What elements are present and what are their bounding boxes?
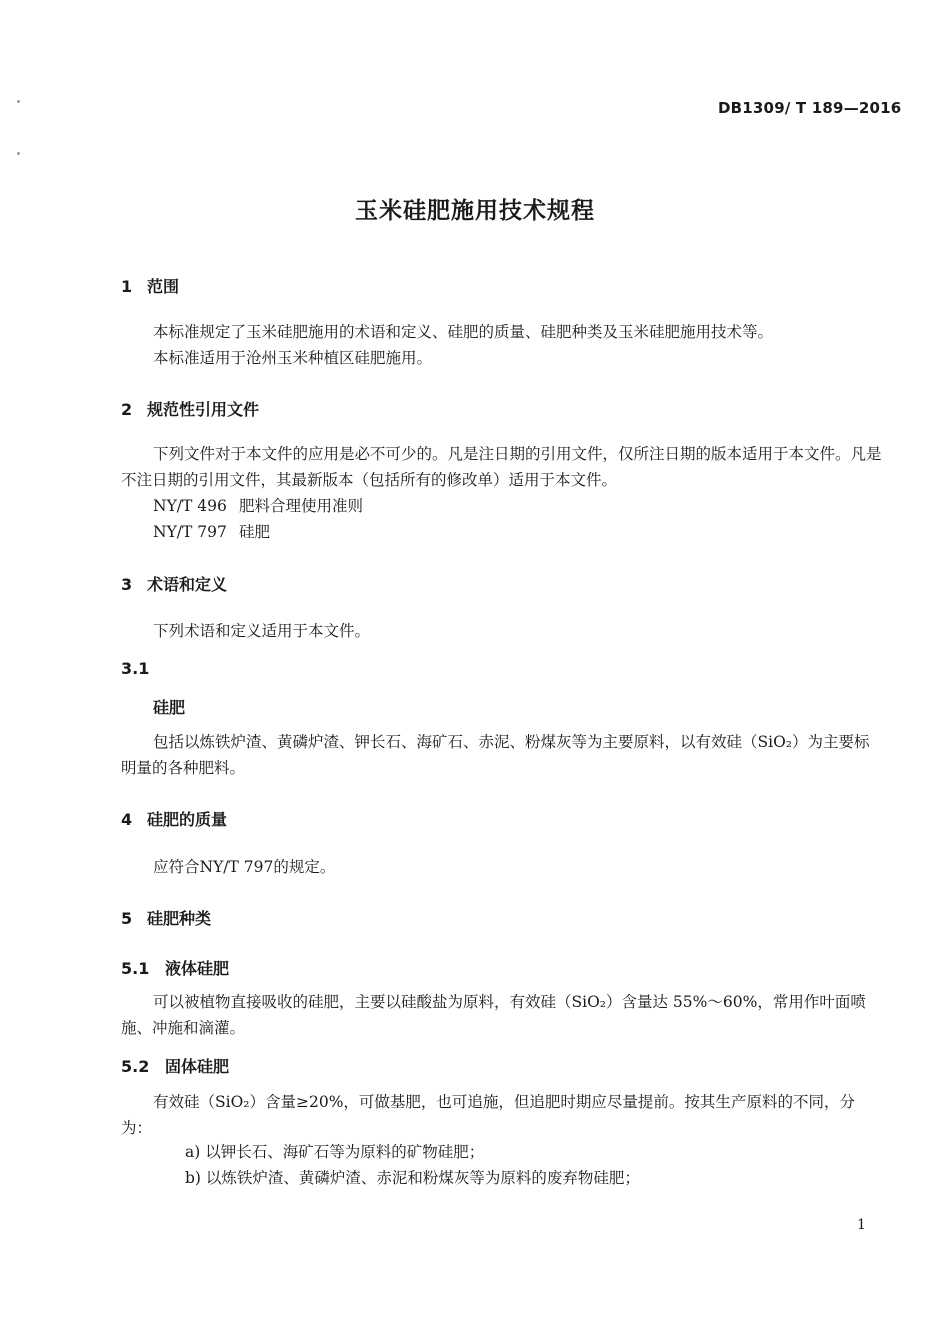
section-title: 规范性引用文件	[147, 400, 260, 419]
subsection-number: 5.1	[121, 959, 150, 978]
standard-code: DB1309/ T 189—2016	[718, 99, 902, 117]
section-heading-4	[121, 807, 227, 830]
subsection-title: 液体硅肥	[165, 959, 230, 978]
section-number: 1	[121, 277, 133, 296]
scan-speck	[17, 152, 20, 155]
scan-speck	[17, 100, 20, 103]
reference-item	[153, 520, 270, 542]
list-marker: b)	[185, 1169, 201, 1187]
reference-name: 硅肥	[239, 523, 271, 541]
section-number: 5	[121, 909, 133, 928]
list-item	[185, 1140, 484, 1162]
section-number: 2	[121, 400, 133, 419]
subsection-heading-5-1	[121, 956, 229, 979]
section-heading-5	[121, 906, 211, 929]
reference-code: NY/T 496	[153, 497, 227, 515]
paragraph: 应符合NY/T 797的规定。	[153, 858, 336, 876]
section-title: 范围	[147, 277, 180, 296]
paragraph: 本标准适用于沧州玉米种植区硅肥施用。	[153, 349, 433, 367]
subsection-title: 固体硅肥	[165, 1057, 230, 1076]
list-text: 以钾长石、海矿石等为原料的矿物硅肥；	[205, 1143, 485, 1161]
list-text: 以炼铁炉渣、黄磷炉渣、赤泥和粉煤灰等为原料的废弃物硅肥；	[205, 1169, 640, 1187]
page-number: 1	[857, 1217, 866, 1233]
section-number: 3	[121, 575, 133, 594]
paragraph: 下列文件对于本文件的应用是必不可少的。凡是注日期的引用文件，仅所注日期的版本适用于本文件。凡是不注日期的引用文件，其最新版本（包括所有的修改单）适用于本文件。	[121, 445, 882, 489]
section-heading-1	[121, 274, 179, 297]
reference-code: NY/T 797	[153, 523, 227, 541]
section-heading-3	[121, 572, 227, 595]
subsection-number: 5.2	[121, 1057, 150, 1076]
reference-name: 肥料合理使用准则	[239, 497, 364, 515]
section-number: 4	[121, 810, 133, 829]
paragraph: 可以被植物直接吸收的硅肥，主要以硅酸盐为原料，有效硅（SiO₂）含量达 55%～60%，常用作叶面喷施、冲施和滴灌。	[121, 993, 866, 1037]
paragraph: 有效硅（SiO₂）含量≥20%，可做基肥，也可追施，但追肥时期应尽量提前。按其生产原料的不同，分为：	[121, 1093, 855, 1137]
section-title: 硅肥种类	[147, 909, 212, 928]
subsection-number: 3.1	[121, 659, 150, 678]
section-title: 术语和定义	[147, 575, 228, 594]
reference-item	[153, 494, 363, 516]
paragraph: 下列术语和定义适用于本文件。	[153, 622, 371, 640]
list-marker: a)	[185, 1143, 201, 1161]
section-heading-2	[121, 397, 259, 420]
term-definition: 包括以炼铁炉渣、黄磷炉渣、钾长石、海矿石、赤泥、粉煤灰等为主要原料，以有效硅（SiO₂）为主要标明量的各种肥料。	[121, 733, 870, 777]
section-title: 硅肥的质量	[147, 810, 228, 829]
document-title: 玉米硅肥施用技术规程	[355, 198, 595, 224]
subsection-heading-5-2	[121, 1054, 229, 1077]
paragraph: 本标准规定了玉米硅肥施用的术语和定义、硅肥的质量、硅肥种类及玉米硅肥施用技术等。	[153, 323, 774, 341]
term-name: 硅肥	[153, 698, 186, 717]
list-item	[185, 1166, 640, 1188]
